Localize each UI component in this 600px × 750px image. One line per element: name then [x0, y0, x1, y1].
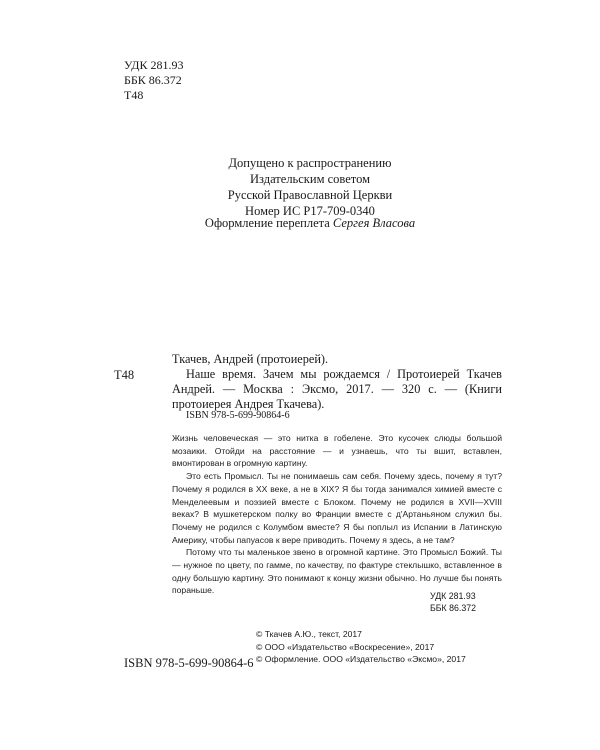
catalog-author-mark: Т48	[114, 368, 135, 382]
copyright-block	[256, 628, 466, 666]
cover-design-credit	[160, 216, 460, 231]
bottom-classification-codes	[430, 590, 476, 614]
copyright-line: © Оформление. ООО «Издательство «Эксмо», 2017	[256, 654, 466, 664]
abstract-paragraph: Потому что ты маленькое звено в огромной картине. Это Промысл Божий. Ты — нужное по цвету, по гамме, по качеству, по фактуре стеклышко, вставленное в одну большую картину. Это понимают к концу жизни обычно. Но лучше бы понять пораньше.	[172, 547, 502, 596]
catalog-entry: Наше время. Зачем мы рождаемся / Протоиерей Ткачев Андрей. — Москва : Эксмо, 2017. — 320 с. — (Книги протоиерея Андрея Ткачева).	[172, 367, 502, 411]
bbk-code: ББК 86.372	[124, 73, 182, 87]
approval-line: Номер ИС Р17-709-0340	[245, 204, 375, 218]
classification-codes	[124, 58, 183, 103]
copyright-line: © ООО «Издательство «Воскресение», 2017	[256, 641, 435, 652]
approval-line: Издательским советом	[249, 172, 370, 186]
catalog-record	[172, 352, 502, 412]
bbk-code-small: ББК 86.372	[430, 603, 477, 613]
church-approval	[160, 155, 460, 219]
isbn-main: ISBN 978-5-699-90864-6	[124, 656, 254, 670]
abstract-paragraph: Жизнь человеческая — это нитка в гобелене. Это кусочек слюды большой мозаики. Отойди на расстояние — и узнаешь, что ты вшит, вставлен, вмонтирован в огромную картину.	[172, 433, 502, 469]
author-mark: Т48	[124, 88, 144, 102]
catalog-author: Ткачев, Андрей (протоиерей).	[172, 352, 329, 366]
udk-code-small: УДК 281.93	[430, 591, 476, 601]
abstract-paragraph: Это есть Промысл. Ты не понимаешь сам себя. Почему здесь, почему я тут? Почему я родился в XX веке, а не в XIX? Я бы тогда занимался химией вместе с Менделеевым и поэзией вместе с Блоком. Почему не родился в XVII—XVIII веках? В мушкетерском полку во Франции вместе с д'Артаньяном служил бы. Почему не родился с Колумбом вместе? Я бы поплыл из Испании в Латинскую Америку, чтобы папуасов к вере приводить. Почему я здесь, а не там?	[172, 471, 502, 545]
cover-design-label: Оформление переплета	[204, 216, 330, 230]
approval-line: Русской Православной Церкви	[227, 188, 393, 202]
udk-code: УДК 281.93	[124, 58, 184, 72]
copyright-line: © Ткачев А.Ю., текст, 2017	[256, 629, 362, 639]
approval-line: Допущено к распространению	[228, 156, 392, 170]
cover-designer-name: Сергея Власова	[332, 216, 416, 230]
catalog-isbn: ISBN 978-5-699-90864-6	[186, 410, 290, 421]
book-abstract	[172, 432, 502, 597]
